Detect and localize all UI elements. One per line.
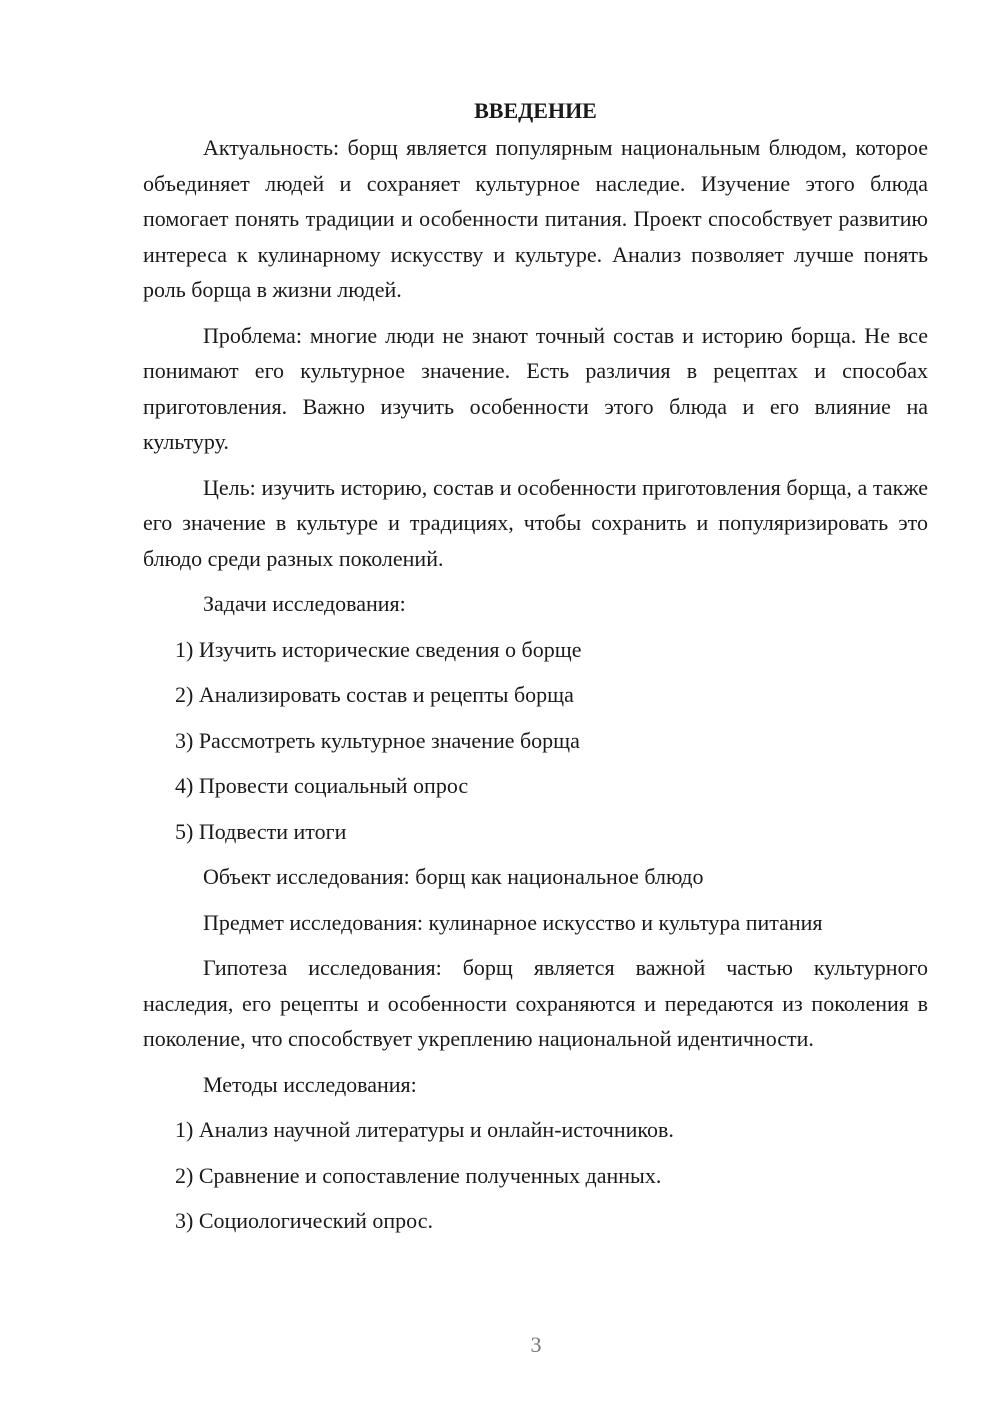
method-item: 3) Социологический опрос. (175, 1208, 433, 1233)
paragraph-object: Объект исследования: борщ как национальное блюдо (203, 864, 704, 889)
page-content (143, 92, 928, 1249)
paragraph-subject: Предмет исследования: кулинарное искусство и культура питания (203, 909, 823, 935)
task-item: 3) Рассмотреть культурное значение борща (175, 727, 580, 753)
page-title: ВВЕДЕНИЕ (474, 98, 597, 123)
task-item: 2) Анализировать состав и рецепты борща (175, 682, 574, 707)
task-item: 5) Подвести итоги (175, 818, 347, 844)
tasks-heading: Задачи исследования: (203, 591, 406, 616)
methods-heading: Методы исследования: (203, 1071, 417, 1097)
task-item: 1) Изучить исторические сведения о борще (175, 636, 582, 662)
paragraph-problem: Проблема: многие люди не знают точный состав и историю борща. Не все понимают его культурное значение. Есть различия в рецептах и способах приготовления. Важно изучить особенности этого блюда и его влияние на культуру. (143, 322, 928, 454)
paragraph-goal: Цель: изучить историю, состав и особенности приготовления борща, а также его значение в культуре и традициях, чтобы сохранить и популяризировать это блюдо среди разных поколений. (143, 474, 928, 571)
page-number: 3 (530, 1332, 542, 1357)
paragraph-relevance: Актуальность: борщ является популярным национальным блюдом, которое объединяет людей и сохраняет культурное наследие. Изучение этого блюда помогает понять традиции и особенности питания. Проект способствует развитию интереса к кулинарному искусству и культуре. Анализ позволяет лучше понять роль борща в жизни людей. (143, 135, 928, 302)
paragraph-hypothesis: Гипотеза исследования: борщ является важной частью культурного наследия, его рецепты и особенности сохраняются и передаются из поколения в поколение, что способствует укреплению национальной идентичности. (143, 955, 928, 1051)
task-item: 4) Провести социальный опрос (175, 773, 469, 798)
method-item: 1) Анализ научной литературы и онлайн-источников. (175, 1117, 674, 1142)
method-item: 2) Сравнение и сопоставление полученных данных. (175, 1162, 662, 1188)
